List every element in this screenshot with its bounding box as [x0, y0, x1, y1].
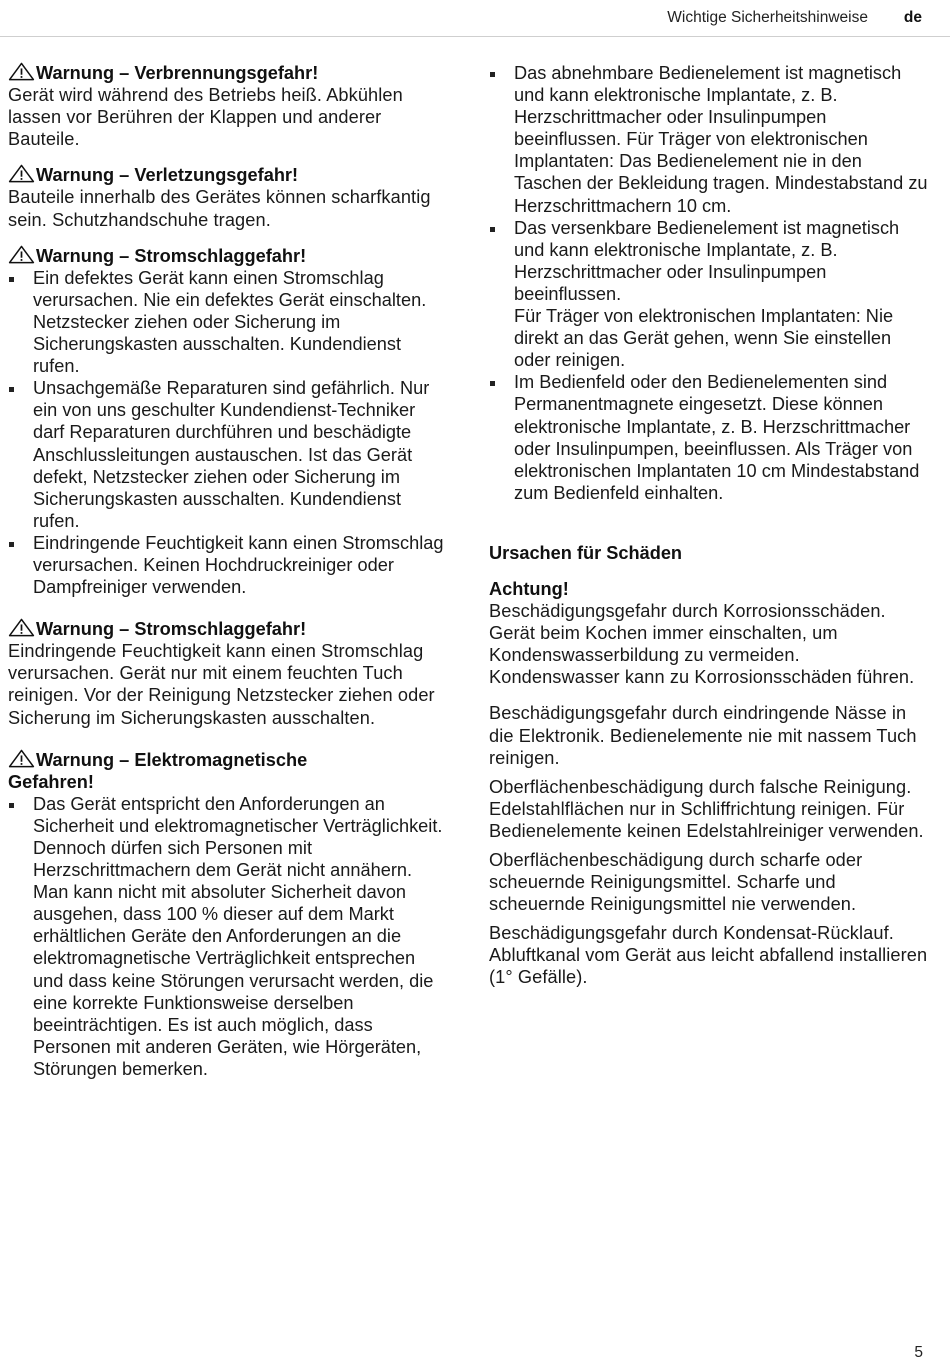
- bullet-icon: [9, 803, 14, 808]
- list-item-text: Im Bedienfeld oder den Bedienelementen sind Permanentmagnete eingesetzt. Diese können elektronische Implantate, z. B. Herzschrittmacher oder Insulinpumpen, beeinflussen. Als Träger von elektronischen Implantaten 10 cm Mindestabstand zum Bedienfeld einhalten.: [514, 372, 920, 503]
- header-divider: [0, 36, 950, 37]
- warning-title-text: Warnung – Verbrennungsgefahr!: [36, 63, 319, 83]
- list-item: [8, 532, 448, 598]
- warning-text: Eindringende Feuchtigkeit kann einen Stromschlag verursachen. Gerät nur mit einem feuchten Tuch reinigen. Vor der Reinigung Netzstecker ziehen oder Sicherung im Sicherungskasten ausschalten.: [8, 641, 435, 728]
- list-item: [8, 267, 448, 377]
- list-item-text: Das abnehmbare Bedienelement ist magnetisch und kann elektronische Implantate, z. B. Herzschrittmacher oder Insulinpumpen beeinflussen. Für Träger von elektronischen Implantaten: Das Bedienelement nie in den Taschen der Bekleidung tragen. Mindestabstand zu Herzschrittmachern 10 cm.: [514, 63, 928, 216]
- list-item-text: Unsachgemäße Reparaturen sind gefährlich. Nur ein von uns geschulter Kundendienst-Techniker darf Reparaturen durchführen und beschädigte Anschlussleitungen austauschen. Ist das Gerät defekt, Netzstecker ziehen oder Sicherung im Sicherungskasten ausschalten. Kundendienst rufen.: [33, 378, 430, 531]
- bullet-list: [489, 62, 929, 504]
- warning-title: [8, 618, 448, 640]
- bullet-icon: [490, 381, 495, 386]
- damage-paragraph: Beschädigungsgefahr durch Korrosionsschäden. Gerät beim Kochen immer einschalten, um Kondenswasserbildung zu vermeiden. Kondenswasser kann zu Korrosionsschäden führen.: [489, 601, 915, 688]
- warning-title-text: Warnung – Elektromagnetische Gefahren!: [8, 749, 308, 792]
- right-column: [489, 62, 929, 989]
- warning-title: [8, 245, 448, 267]
- warning-electromagnetic: [8, 749, 448, 1080]
- warning-title-text: Warnung – Stromschlaggefahr!: [36, 619, 307, 640]
- warning-triangle-icon: [8, 245, 35, 264]
- warning-title-text: Warnung – Verletzungsgefahr!: [36, 165, 299, 186]
- bullet-icon: [9, 387, 14, 392]
- bullet-list: [8, 267, 448, 598]
- bullet-list: [8, 793, 448, 1080]
- section-title: Ursachen für Schäden: [489, 542, 683, 563]
- list-item-text: Das versenkbare Bedienelement ist magnetisch und kann elektronische Implantate, z. B. Herzschrittmacher oder Insulinpumpen beeinflussen.: [514, 217, 900, 304]
- warning-title: [8, 749, 368, 793]
- bullet-icon: [490, 227, 495, 232]
- warning-title: [8, 62, 448, 84]
- damage-paragraph: Beschädigungsgefahr durch eindringende Nässe in die Elektronik. Bedienelemente nie mit nassem Tuch reinigen.: [489, 703, 917, 768]
- list-item-text: Ein defektes Gerät kann einen Stromschlag verursachen. Nie ein defektes Gerät einschalten. Netzstecker ziehen oder Sicherung im Sicherungskasten ausschalten. Kundendienst rufen.: [33, 267, 427, 377]
- warning-title-text: Warnung – Stromschlaggefahr!: [36, 245, 307, 266]
- warning-electric-shock-1: [8, 245, 448, 599]
- warning-text: Bauteile innerhalb des Gerätes können scharfkantig sein. Schutzhandschuhe tragen.: [8, 187, 431, 230]
- left-column: [8, 62, 448, 1094]
- damage-paragraph: Beschädigungsgefahr durch Kondensat-Rücklauf. Abluftkanal vom Gerät aus leicht abfallend installieren (1° Gefälle).: [489, 923, 928, 988]
- warning-burn: [8, 62, 448, 150]
- list-item-text: Für Träger von elektronischen Implantaten: Nie direkt an das Gerät gehen, wenn Sie einstellen oder reinigen.: [514, 306, 894, 371]
- bullet-icon: [490, 72, 495, 77]
- warning-triangle-icon: [8, 164, 35, 183]
- warning-triangle-icon: [8, 62, 35, 81]
- page-number: 5: [914, 1344, 923, 1361]
- list-item-text: Eindringende Feuchtigkeit kann einen Stromschlag verursachen. Keinen Hochdruckreiniger oder Dampfreiniger verwenden.: [33, 532, 444, 598]
- damage-paragraph: Oberflächenbeschädigung durch falsche Reinigung. Edelstahlflächen nur in Schliffrichtung reinigen. Für Bedienelemente keinen Edelstahlreiniger verwenden.: [489, 776, 924, 841]
- list-item: [489, 62, 929, 217]
- warning-triangle-icon: [8, 749, 35, 768]
- list-item: [489, 371, 929, 504]
- list-item: [489, 217, 929, 372]
- list-item: [8, 377, 448, 532]
- page-header: [0, 0, 950, 40]
- warning-text: Gerät wird während des Betriebs heiß. Abkühlen lassen vor Berühren der Klappen und anderer Bauteile.: [8, 85, 403, 150]
- language-code: de: [903, 9, 922, 26]
- attention-title: Achtung!: [489, 578, 569, 599]
- damage-paragraph: Oberflächenbeschädigung durch scharfe oder scheuernde Reinigungsmittel. Scharfe und scheuernde Reinigungsmittel nie verwenden.: [489, 850, 863, 915]
- warning-triangle-icon: [8, 618, 35, 637]
- bullet-icon: [9, 542, 14, 547]
- header-title: Wichtige Sicherheitshinweise: [667, 9, 868, 26]
- warning-injury: [8, 164, 448, 230]
- list-item-text: Das Gerät entspricht den Anforderungen an Sicherheit und elektromagnetischer Verträglichkeit. Dennoch dürfen sich Personen mit Herzschrittmachern dem Gerät nicht annähern. Man kann nicht mit absoluter Sicherheit davon ausgehen, dass 100 % dieser auf dem Markt erhältlichen Geräte den Anforderungen an die elektromagnetische Verträglichkeit entsprechen und dass keine Störungen verursacht werden, die eine korrekte Funktionsweise derselben beeinträchtigen. Es ist auch möglich, dass Personen mit anderen Geräten, wie Hörgeräten, Störungen bemerken.: [33, 793, 443, 1079]
- warning-title: [8, 164, 448, 186]
- list-item: [8, 793, 448, 1080]
- warning-electric-shock-2: [8, 618, 448, 728]
- bullet-icon: [9, 277, 14, 282]
